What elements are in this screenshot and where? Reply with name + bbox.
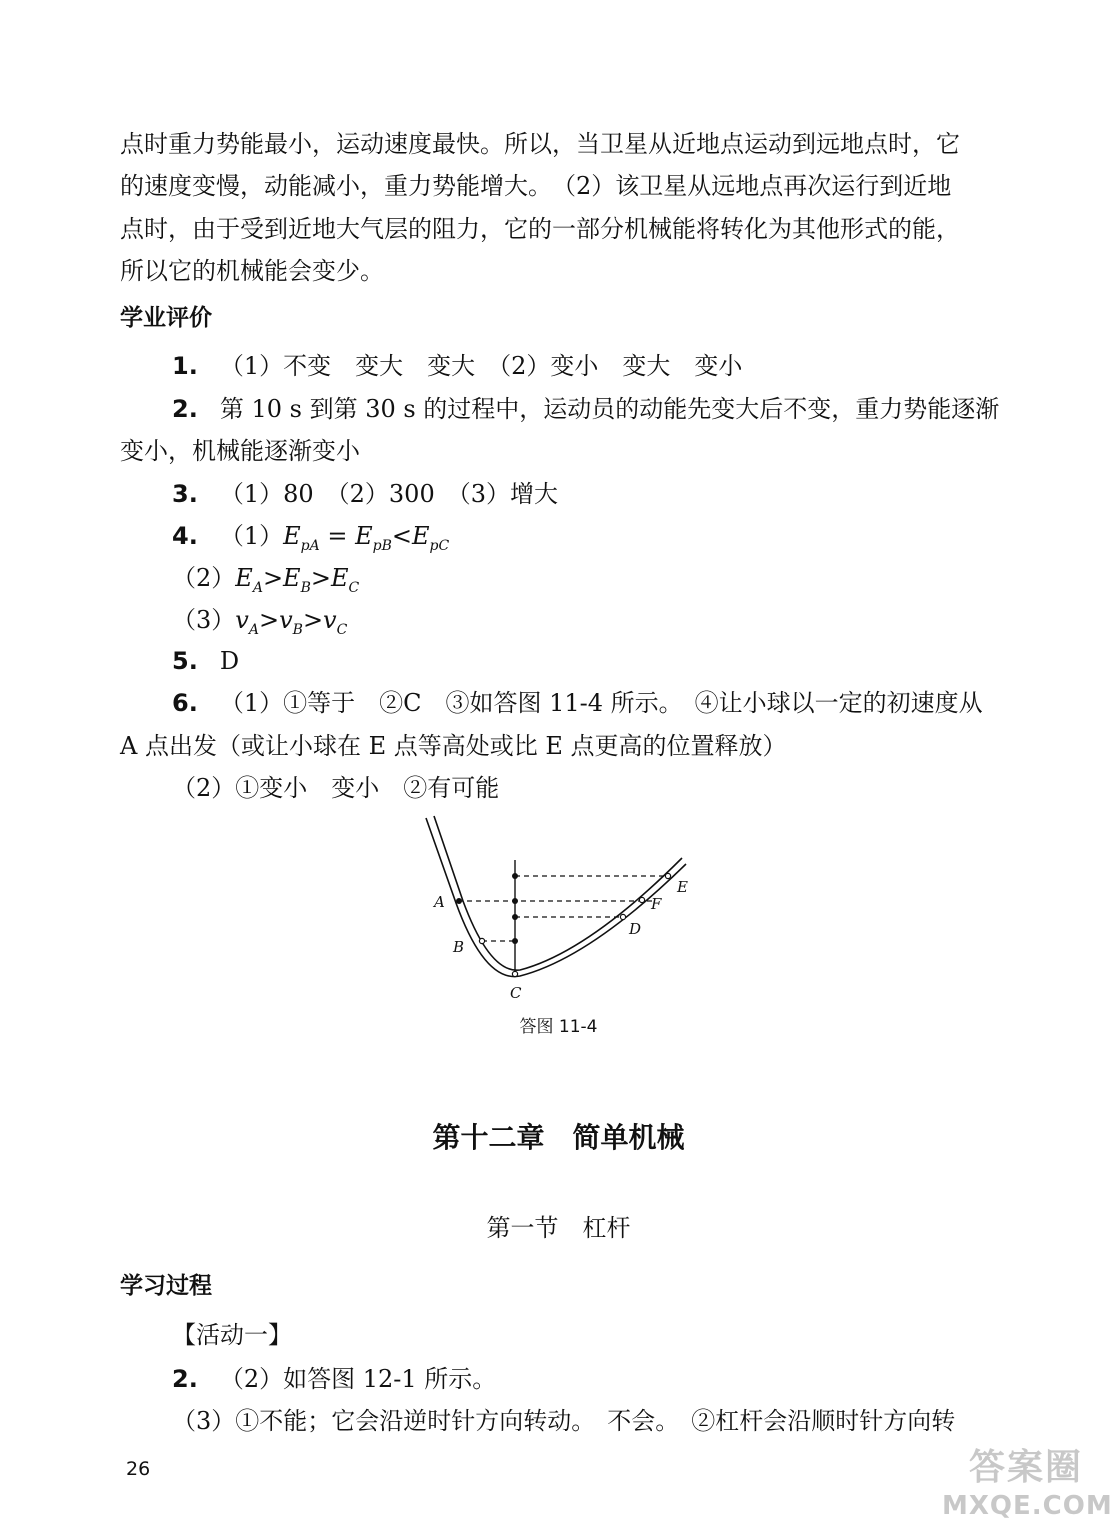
- label-f: F: [651, 895, 662, 913]
- page-number: 26: [126, 1458, 151, 1480]
- point-b-marker: [479, 938, 484, 943]
- watermark-url: MXQE.COM: [942, 1491, 1113, 1521]
- subscript: B: [292, 622, 303, 638]
- answer-6-number: 6.: [172, 689, 198, 717]
- process-answer-2-number: 2.: [172, 1365, 198, 1393]
- symbol-e: E: [283, 522, 301, 550]
- answer-5-number: 5.: [172, 647, 198, 675]
- symbol-e: E: [411, 522, 430, 550]
- watermark-text: 答案圈: [968, 1447, 1083, 1488]
- point-marker: [512, 914, 518, 920]
- point-c-marker: [512, 971, 517, 976]
- point-e-marker: [665, 873, 670, 878]
- figure-11-4: [420, 808, 710, 1008]
- track-outer-curve: [426, 818, 686, 977]
- operator: >: [258, 606, 280, 634]
- label-b: B: [453, 938, 465, 956]
- operator: >: [310, 564, 331, 592]
- symbol-v: v: [323, 606, 337, 634]
- operator: =: [319, 522, 356, 550]
- answer-4-number: 4.: [172, 522, 198, 550]
- process-answer-2: [172, 1359, 1000, 1399]
- section-process-title: 学习过程: [120, 1273, 212, 1299]
- subscript: C: [348, 580, 360, 596]
- symbol-e: E: [355, 522, 373, 550]
- answer-5: [172, 641, 1000, 681]
- operator: <: [391, 522, 412, 550]
- answer-3-number: 3.: [172, 480, 198, 508]
- chapter-title: 第十二章 简单机械: [432, 1121, 685, 1154]
- watermark-logo: [942, 1446, 1113, 1522]
- intro-line-2: 的速度变慢，动能减小，重力势能增大。 （2）该卫星从远地点再次运行到近地: [120, 172, 952, 200]
- answer-1: [172, 346, 1000, 386]
- answer-2-text: 第 10 s 到第 30 s 的过程中，运动员的动能先变大后不变，重力势能逐渐: [219, 395, 1000, 423]
- point-d-marker: [620, 914, 625, 919]
- subscript: C: [336, 622, 348, 638]
- intro-line-1: 点时重力势能最小，运动速度最快。所以，当卫星从近地点运动到远地点时，它: [120, 130, 960, 158]
- figure-caption: 答图 11-4: [519, 1017, 598, 1037]
- answer-2: [172, 389, 1000, 429]
- answer-2-number: 2.: [172, 395, 198, 423]
- answer-4-part-3-prefix: （3）: [172, 606, 236, 634]
- answer-5-text: D: [219, 647, 240, 675]
- process-answer-3: （3）①不能；它会沿逆时针方向转动。 不会。 ②杠杆会沿顺时针方向转: [172, 1407, 956, 1435]
- subscript: pC: [429, 538, 450, 554]
- label-d: D: [629, 920, 642, 938]
- subscript: A: [252, 580, 263, 596]
- intro-line-4: 所以它的机械能会变少。: [120, 257, 384, 285]
- label-a: A: [434, 893, 445, 911]
- answer-2-line-2: 变小，机械能逐渐变小: [120, 437, 360, 465]
- answer-3-text: （1）80 （2）300 （3）增大: [219, 480, 558, 508]
- section-eval-title: 学业评价: [120, 305, 212, 331]
- point-a-marker: [456, 898, 462, 904]
- symbol-e: E: [283, 564, 301, 592]
- answer-6-line-2: A 点出发（或让小球在 E 点等高处或比 E 点更高的位置释放）: [120, 732, 787, 760]
- intro-line-3: 点时，由于受到近地大气层的阻力，它的一部分机械能将转化为其他形式的能，: [120, 215, 960, 243]
- label-e: E: [677, 878, 688, 896]
- label-c: C: [510, 984, 522, 1002]
- activity-label: 【活动一】: [172, 1321, 292, 1349]
- subscript: A: [248, 622, 259, 638]
- subscript: pA: [300, 538, 320, 554]
- point-marker: [512, 898, 518, 904]
- operator: >: [302, 606, 324, 634]
- point-f-marker: [639, 897, 644, 902]
- symbol-e: E: [235, 564, 253, 592]
- section-title: 第一节 杠杆: [486, 1214, 631, 1242]
- symbol-e: E: [330, 564, 349, 592]
- subscript: pB: [372, 538, 392, 554]
- point-marker: [512, 873, 518, 879]
- symbol-v: v: [279, 606, 293, 634]
- answer-6-text: （1）①等于 ②C ③如答图 11-4 所示。 ④让小球以一定的初速度从: [219, 689, 983, 717]
- answer-6: [172, 683, 1000, 723]
- answer-6-line-3: （2）①变小 变小 ②有可能: [172, 774, 500, 802]
- subscript: B: [300, 580, 311, 596]
- answer-3: [172, 474, 1000, 514]
- symbol-v: v: [235, 606, 249, 634]
- operator: >: [262, 564, 284, 592]
- answer-1-number: 1.: [172, 352, 198, 380]
- answer-4-part-2-prefix: （2）: [172, 564, 236, 592]
- point-marker: [512, 938, 518, 944]
- process-answer-2-text: （2）如答图 12-1 所示。: [219, 1365, 497, 1393]
- answer-4-part-1-prefix: （1）: [219, 522, 284, 550]
- answer-1-text: （1）不变 变大 变大 （2）变小 变大 变小: [219, 352, 743, 380]
- track-inner-curve: [434, 816, 682, 970]
